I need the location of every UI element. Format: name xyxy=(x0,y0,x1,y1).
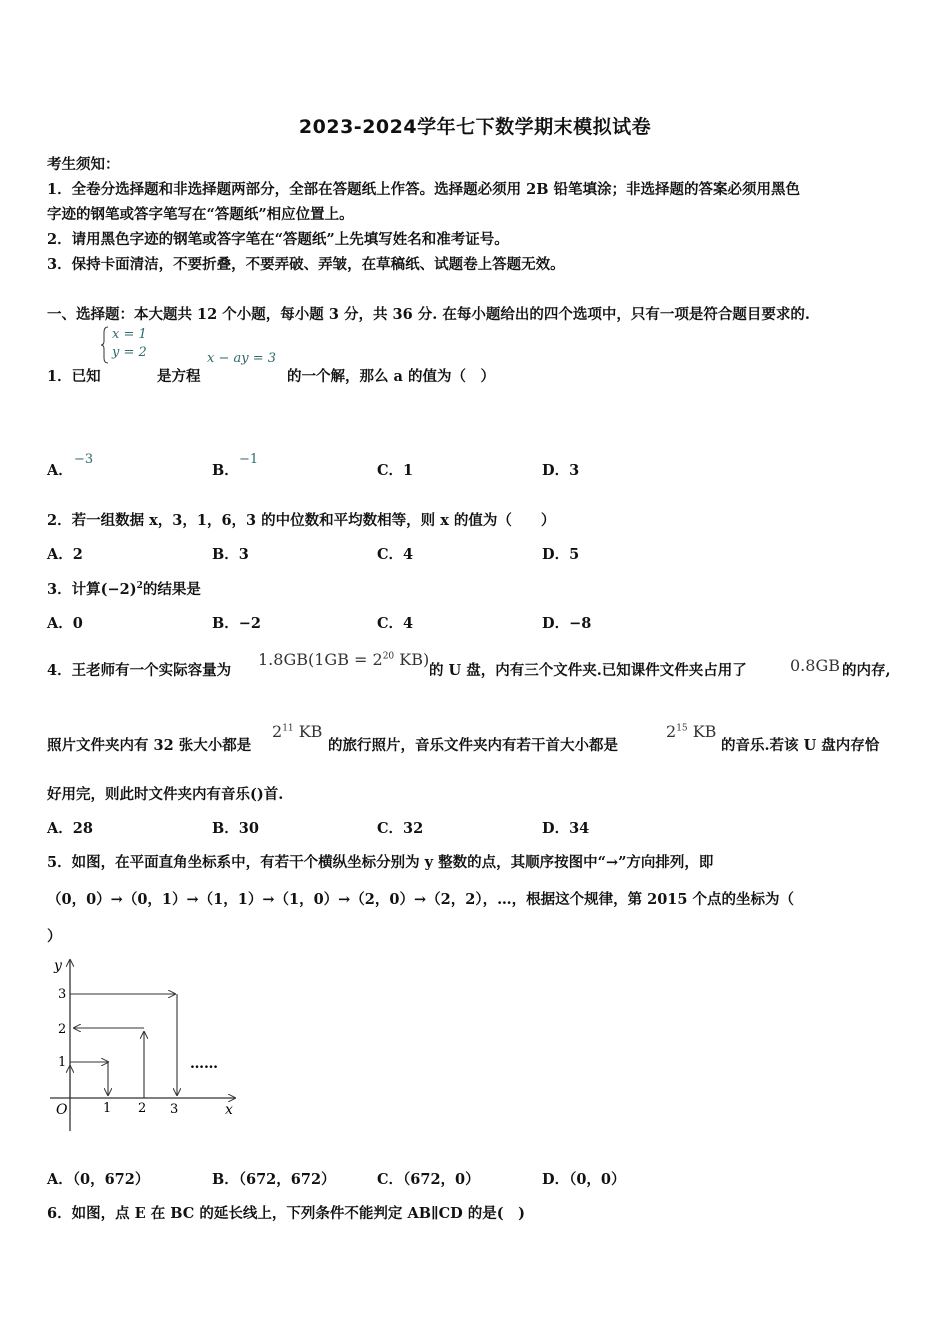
notice-line-1b: 字迹的钢笔或答字笔写在“答题纸”相应位置上。 xyxy=(47,206,354,223)
q4-photo-unit: KB xyxy=(293,722,323,741)
q5-figure xyxy=(40,950,245,1135)
q4-capacity xyxy=(258,650,429,669)
q1-option-d: D．3 xyxy=(542,462,580,479)
y-axis-label: y xyxy=(54,958,62,974)
q1-mid: 是方程 xyxy=(157,368,201,385)
q4-photo-size xyxy=(272,722,322,741)
q1-option-b-label: B． xyxy=(212,462,239,479)
q4-line-1c: 的内存, xyxy=(842,662,891,679)
q1-suffix: 的一个解，那么 a 的值为（ ） xyxy=(287,368,495,385)
notice-line-2: 2．请用黑色字迹的钢笔或答字笔在“答题纸”上先填写姓名和准考证号。 xyxy=(47,231,509,248)
q2-option-b: B．3 xyxy=(212,546,249,563)
q4-line-1a: 4．王老师有一个实际容量为 xyxy=(47,662,232,679)
q4-used: 0.8GB xyxy=(790,656,840,675)
page-title: 2023-2024学年七下数学期末模拟试卷 xyxy=(298,116,652,138)
q4-option-a: A．28 xyxy=(47,820,93,837)
x-tick-1: 1 xyxy=(103,1101,112,1116)
q4-line-3: 好用完，则此时文件夹内有音乐()首. xyxy=(47,786,284,803)
q4-music-base: 2 xyxy=(666,722,677,741)
q5-line-3: ） xyxy=(47,928,62,945)
x-tick-2: 2 xyxy=(138,1101,147,1116)
q4-photo-exp: 11 xyxy=(282,723,294,734)
q1-option-a-label: A． xyxy=(47,462,73,479)
q4-option-b: B．30 xyxy=(212,820,259,837)
notice-heading: 考生须知： xyxy=(47,156,120,173)
x-tick-3: 3 xyxy=(170,1102,179,1117)
q4-music-size xyxy=(666,722,716,741)
q4-photo-base: 2 xyxy=(272,722,283,741)
q2-stem: 2．若一组数据 x，3，1，6，3 的中位数和平均数相等，则 x 的值为（ ） xyxy=(47,512,556,529)
q3-option-b: B．−2 xyxy=(212,615,261,632)
q6-stem: 6．如图，点 E 在 BC 的延长线上，下列条件不能判定 AB∥CD 的是( ) xyxy=(47,1205,526,1222)
q5-line-1: 5．如图，在平面直角坐标系中，有若干个横纵坐标分别为 y 整数的点，其顺序按图中“→”方向排列，即 xyxy=(47,854,714,871)
q1-prefix: 1．已知 xyxy=(47,368,101,385)
q1-option-b-value: −1 xyxy=(239,452,259,467)
q5-option-c: C．（672，0） xyxy=(377,1171,480,1188)
q1-option-c: C．1 xyxy=(377,462,414,479)
q3-option-c: C．4 xyxy=(377,615,414,632)
q3-stem-a: 3．计算(−2) xyxy=(47,581,137,598)
notice-line-3: 3．保持卡面清洁，不要折叠，不要弄破、弄皱，在草稿纸、试题卷上答题无效。 xyxy=(47,256,565,273)
q4-unit-a: (1GB = 2 xyxy=(307,650,383,669)
section-heading: 一、选择题：本大题共 12 个小题，每小题 3 分，共 36 分. 在每小题给出的四个选项中，只有一项是符合题目要求的. xyxy=(47,306,810,323)
y-tick-1: 1 xyxy=(58,1055,67,1070)
q1-system-line-2: y = 2 xyxy=(112,345,147,360)
y-tick-2: 2 xyxy=(58,1022,67,1037)
x-axis-label: x xyxy=(225,1102,233,1118)
q4-line-2b: 的旅行照片，音乐文件夹内有若干首大小都是 xyxy=(328,737,618,754)
q3-stem xyxy=(47,578,201,599)
q4-line-2c: 的音乐.若该 U 盘内存恰 xyxy=(721,737,880,754)
q3-option-a: A．0 xyxy=(47,615,83,632)
q1-brace xyxy=(100,326,110,364)
q5-option-a: A．（0，672） xyxy=(47,1171,150,1188)
q2-option-a: A．2 xyxy=(47,546,83,563)
q4-music-exp: 15 xyxy=(676,723,688,734)
q3-stem-b: 的结果是 xyxy=(142,581,201,598)
q2-option-d: D．5 xyxy=(542,546,580,563)
q5-option-d: D．（0，0） xyxy=(542,1171,626,1188)
q1-equation: x − ay = 3 xyxy=(207,351,277,366)
q5-option-b: B．（672，672） xyxy=(212,1171,336,1188)
q4-line-1b: 的 U 盘，内有三个文件夹.已知课件文件夹占用了 xyxy=(429,662,747,679)
q4-music-unit: KB xyxy=(687,722,717,741)
q4-capacity-value: 1.8GB xyxy=(258,650,308,669)
q3-exponent: 2 xyxy=(136,581,143,592)
q1-system-line-1: x = 1 xyxy=(112,327,147,342)
continuation-dots: …… xyxy=(190,1056,218,1072)
origin-label: O xyxy=(56,1102,68,1118)
q4-option-c: C．32 xyxy=(377,820,424,837)
y-tick-3: 3 xyxy=(58,987,67,1002)
q4-option-d: D．34 xyxy=(542,820,590,837)
q1-option-a-value: −3 xyxy=(74,452,94,467)
q5-line-2: （0，0）→（0，1）→（1，1）→（1，0）→（2，0）→（2，2），…，根据这个规律，第 2015 个点的坐标为（ xyxy=(47,891,795,908)
q4-unit-exp: 20 xyxy=(382,651,395,662)
notice-line-1a: 1．全卷分选择题和非选择题两部分，全部在答题纸上作答。选择题必须用 2B 铅笔填涂；非选择题的答案必须用黑色 xyxy=(47,181,801,198)
q4-unit-b: KB) xyxy=(394,650,430,669)
q4-line-2a: 照片文件夹内有 32 张大小都是 xyxy=(47,737,252,754)
q2-option-c: C．4 xyxy=(377,546,414,563)
q3-option-d: D．−8 xyxy=(542,615,592,632)
